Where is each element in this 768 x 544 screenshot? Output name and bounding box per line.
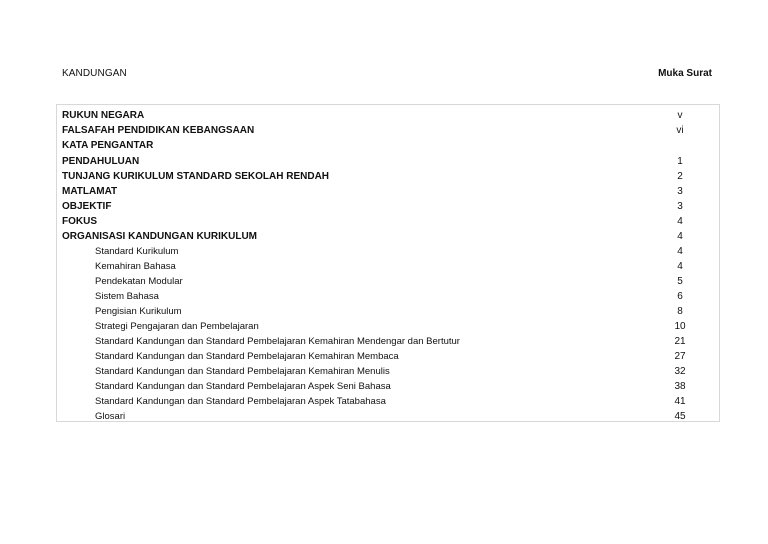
toc-entry: [62, 215, 692, 229]
entry-title: Strategi Pengajaran dan Pembelajaran: [95, 321, 259, 332]
entry-title: MATLAMAT: [62, 186, 118, 197]
entry-title: FALSAFAH PENDIDIKAN KEBANGSAAN: [62, 125, 255, 136]
toc-subentry: [62, 290, 692, 304]
toc-subentry: [62, 275, 692, 289]
toc-subentry: [62, 395, 692, 409]
entry-page-number: 4: [677, 216, 683, 227]
entry-page-number: vi: [676, 125, 684, 136]
toc-subentry: [62, 380, 692, 394]
entry-title: Sistem Bahasa: [95, 291, 159, 302]
entry-page-number: 21: [674, 336, 686, 347]
entry-page-number: 3: [677, 186, 683, 197]
toc-entry: [62, 155, 692, 169]
toc-subentry: [62, 410, 692, 424]
page-column-heading: Muka Surat: [658, 68, 712, 79]
entry-page-number: 4: [677, 261, 683, 272]
entry-page-number: 3: [677, 201, 683, 212]
entry-page-number: 32: [674, 366, 686, 377]
toc-entry: [62, 230, 692, 244]
entry-page-number: 41: [674, 396, 686, 407]
toc-entry: [62, 200, 692, 214]
toc-subentry: [62, 245, 692, 259]
entry-title: KATA PENGANTAR: [62, 140, 154, 151]
toc-subentry: [62, 260, 692, 274]
entry-title: Pengisian Kurikulum: [95, 306, 182, 317]
toc-subentry: [62, 320, 692, 334]
entry-title: ORGANISASI KANDUNGAN KURIKULUM: [62, 231, 257, 242]
entry-title: TUNJANG KURIKULUM STANDARD SEKOLAH RENDAH: [62, 171, 330, 182]
entry-title: PENDAHULUAN: [62, 156, 140, 167]
entry-title: Standard Kurikulum: [95, 246, 179, 257]
toc-entry: [62, 170, 692, 184]
toc-subentry: [62, 350, 692, 364]
entry-page-number: 6: [677, 291, 683, 302]
entry-page-number: v: [677, 110, 683, 121]
entry-title: Standard Kandungan dan Standard Pembelajaran Aspek Tatabahasa: [95, 396, 386, 407]
entry-title: Kemahiran Bahasa: [95, 261, 176, 272]
entry-page-number: 4: [677, 246, 683, 257]
entry-page-number: 5: [677, 276, 683, 287]
entry-title: FOKUS: [62, 216, 97, 227]
toc-header: [62, 68, 712, 84]
entry-page-number: 8: [677, 306, 683, 317]
toc-entry: [62, 139, 692, 153]
entry-page-number: 27: [674, 351, 686, 362]
entry-page-number: 4: [677, 231, 683, 242]
entry-title: Glosari: [95, 411, 126, 422]
toc-entry: [62, 185, 692, 199]
toc-title: KANDUNGAN: [62, 68, 127, 79]
entry-title: Pendekatan Modular: [95, 276, 183, 287]
entry-page-number: 1: [677, 156, 683, 167]
entry-title: Standard Kandungan dan Standard Pembelajaran Aspek Seni Bahasa: [95, 381, 391, 392]
entry-page-number: 45: [674, 411, 686, 422]
entry-page-number: 38: [674, 381, 686, 392]
entry-page-number: 10: [674, 321, 686, 332]
entry-title: RUKUN NEGARA: [62, 110, 145, 121]
toc-entry: [62, 109, 692, 123]
toc-subentry: [62, 335, 692, 349]
entry-title: Standard Kandungan dan Standard Pembelajaran Kemahiran Membaca: [95, 351, 399, 362]
toc-subentry: [62, 365, 692, 379]
entry-title: OBJEKTIF: [62, 201, 112, 212]
entry-page-number: 2: [677, 171, 683, 182]
entry-title: Standard Kandungan dan Standard Pembelajaran Kemahiran Menulis: [95, 366, 390, 377]
toc-subentry: [62, 305, 692, 319]
entry-title: Standard Kandungan dan Standard Pembelajaran Kemahiran Mendengar dan Bertutur: [95, 336, 460, 347]
toc-entry: [62, 124, 692, 138]
